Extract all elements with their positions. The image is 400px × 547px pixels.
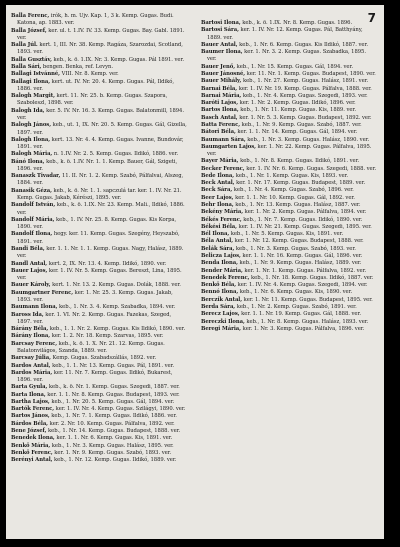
- entry-details: keb., 1. 1. Nr. 13. Kemp. Gugas. Pál, 1891. ver.: [52, 362, 175, 369]
- entry-details: keb., 1. Nr. 4. Kemp. Gugas. Szabó, 1896. ver.: [233, 187, 354, 194]
- entry-name: Bátori Béla,: [201, 129, 236, 136]
- directory-entry: [201, 268, 377, 275]
- entry-name: Bauer Jenő,: [201, 63, 236, 70]
- entry-name: Balla József,: [11, 27, 47, 34]
- entry-details: keb., 1. Nr. 18. Kemp. Gugas. Ildikó, 1887. ver.: [251, 274, 374, 281]
- entry-details: keb., 1. Nr. 1. Kemp. Gugas. Kis, 1893. ver.: [235, 172, 349, 179]
- entry-details: kert. 13. Nr. 4. 4. Kemp. Gugas. Ivanne, Bundovár, 1891. ver.: [17, 136, 184, 151]
- entry-details: keb., k. ö. Nr. 1. Kemp. Gugas. Szegedi, 1887. ver.: [48, 384, 180, 391]
- directory-entry: [11, 159, 187, 174]
- entry-name: Baumgarten Lajos,: [201, 143, 256, 150]
- directory-entry: [201, 195, 377, 202]
- page-number: 7: [367, 11, 376, 25]
- entry-name: Balogh Ida,: [11, 107, 45, 114]
- entry-details: ker. 11. Nr. 7. Kemp. Gugas. Ildikó, Bukarest, 1896. ver.: [17, 369, 173, 384]
- directory-entry: [11, 173, 187, 188]
- entry-name: Bauer Mihály,: [201, 78, 242, 85]
- entry-details: keb., 1. Nr. 11. Kemp. Gugas. Kis, 1889. ver.: [240, 107, 356, 114]
- entry-details: keb., k. ö. 1.IX. Nr. 3. Kemp. Gugas. Pál 1891. ver.: [53, 56, 184, 63]
- entry-details: keb., 1. IV. Nr. 25. 8. Kemp. Gugas. Kis Korpa, 1890. ver.: [17, 216, 177, 231]
- entry-name: Balogh Mária,: [11, 151, 53, 158]
- entry-details: Kemp. Gugas. Szabadszállás, 1892. ver.: [52, 355, 157, 362]
- entry-name: Batta Ferenc,: [201, 121, 240, 128]
- entry-name: Balla Ferenc,: [11, 13, 50, 19]
- entry-details: keb., 1. Nr. 4. Kemp. Gugas. Szegedi, 1893. ver.: [242, 92, 368, 99]
- directory-entry: [11, 341, 187, 356]
- entry-name: Bayer Mária,: [201, 158, 239, 165]
- entry-details: keb., 1. Nr. 20. 5. Kemp. Gugas. Gál, 1894. ver.: [51, 398, 175, 405]
- directory-entry: [11, 355, 187, 362]
- entry-details: ker. ul. t. 1.IV. IV. 33. Kemp. Gugas. Bay. Gabl. 1891. ver.: [17, 27, 185, 41]
- directory-entry: [11, 261, 187, 268]
- entry-details: ker. 1. IV. Nr. 4. Kemp. Gugas. Szilágyi, 1890. ver.: [55, 406, 186, 413]
- entry-name: Behr Ilona,: [201, 202, 234, 209]
- directory-entry: [201, 187, 377, 194]
- entry-details: keb., k. ö. Nr. 1. 1. sapczulá tar. ker. 1. IV. Nr. 21. Kemp. Gugas. Jakab, Kérészi, 1895. ver.: [17, 187, 182, 202]
- document-page: [6, 5, 384, 539]
- entry-details: keb., 1. Nr. 27. Kemp. Gugas. Halász, 1891. ver.: [242, 78, 369, 85]
- entry-name: Balogh Ilona,: [11, 136, 50, 143]
- entry-name: Basch Antal,: [201, 114, 238, 121]
- entry-details: keb., 1. Nr. 3. 4. Kemp. Szabadka, 1894. ver.: [59, 304, 176, 311]
- entry-name: Bárány Ilona,: [11, 333, 51, 340]
- directory-entry: [201, 27, 377, 42]
- entry-name: Baumgartner Ferenc,: [11, 289, 74, 296]
- entry-details: kert. 11. Nr. 25. b. Kemp. Gugas. Szapora, Szaboleszl, 1898. ver.: [17, 93, 168, 107]
- entry-details: keb., 1. 1. Nr. 2. Kemp. Gugas. Kis Ildikó, 1890. ver.: [49, 326, 186, 333]
- directory-entry: [11, 443, 187, 450]
- entry-name: Baumann Sára,: [201, 136, 246, 143]
- entry-name: Beer Lajos,: [201, 194, 234, 201]
- directory-entry: [11, 312, 187, 327]
- entry-name: Barnai Béla,: [201, 85, 238, 92]
- entry-details: kert. ut. IV. Nr. 20. 4. Kemp. Gugas. Pál, Ildikó, 1886. ver.: [17, 78, 174, 92]
- entry-details: irók, h. m. Ujv. Kap. 1, 3 k. Kemp. Gugas. Budi. Katona, ap. 1883. ver.: [17, 13, 174, 27]
- entry-name: Beck Antal,: [201, 180, 235, 187]
- entry-details: keb., ut. 1, IX. Nr. 20. 5. Kemp. Gugas. Gál, Gizella, 1897. ver.: [17, 122, 187, 136]
- entry-name: Benedek Ferenc,: [201, 274, 250, 281]
- directory-entry: [201, 42, 377, 49]
- entry-name: Bender Mária,: [201, 267, 243, 274]
- entry-details: kert. 1, III. Nr. 38. Kemp. Ragáza, Szarozdai, Scotland, 1893. ver.: [17, 42, 183, 56]
- entry-name: Benda Ilona,: [201, 260, 238, 267]
- directory-entry: [11, 246, 187, 261]
- entry-name: Bauer Antal,: [201, 41, 238, 48]
- directory-entry: [201, 107, 377, 114]
- directory-entry: [201, 209, 377, 216]
- entry-details: ker. 1. IV. Nr. 6. Kemp. Gugas. Szegedi, 1888. ver.: [246, 165, 377, 172]
- directory-entry: [201, 246, 377, 253]
- entry-details: keb., 1. Nr. 8. Kemp. Gugas. Ildikó, 1891. ver.: [240, 158, 360, 165]
- directory-entry: [11, 188, 187, 203]
- entry-details: ker. 1. 1. Nr. 16. Kemp. Gugas. Gál, 1896. ver.: [242, 253, 363, 259]
- entry-name: Balogh Margit,: [11, 93, 55, 100]
- directory-entry: [11, 231, 187, 246]
- entry-name: Bartosi Sára,: [201, 27, 239, 34]
- entry-details: keb., k. ö. 1.IX. Nr. 23. Kemp. Mali., Ildikó, 1886. ver.: [17, 202, 185, 216]
- directory-entry: [201, 137, 377, 144]
- directory-entry: [201, 326, 377, 333]
- directory-entry: [201, 217, 377, 224]
- directory-entry: [201, 319, 377, 326]
- entry-details: n. 1.IV. Nr. 2. 5. Kemp. Gugas. Ildikó, 1886. ver.: [53, 151, 179, 158]
- entry-name: Bartha Lajos,: [11, 398, 50, 405]
- entry-name: Benkő Mária,: [11, 442, 51, 449]
- entry-name: Bartók Ferenc,: [11, 406, 55, 413]
- entry-details: keb., 1. Nr. 12. Kemp. Gugas. Ildikó, 1889. ver.: [54, 457, 177, 464]
- directory-entry: [201, 100, 377, 107]
- entry-details: VIII. Nr. 8. Kemp. ver.: [61, 71, 119, 78]
- entry-name: Benkő Béla,: [201, 282, 237, 289]
- entry-details: keb., 1. Nr. 8. Kemp. Gugas. Halász, 1893. ver.: [246, 318, 369, 325]
- entry-name: Balla Gusztáv,: [11, 56, 52, 63]
- entry-details: keb., 1. Nr. 6. Kemp. Gugas. Kis, 1890. ver.: [239, 289, 353, 296]
- left-column: [11, 13, 187, 464]
- entry-details: keb., k. ö. 1.IX. Nr. 8. Kemp. Gugas. 1896.: [242, 20, 353, 26]
- directory-entry: [11, 202, 187, 217]
- entry-name: Bauer Lajos,: [11, 267, 48, 274]
- directory-entry: [11, 457, 187, 464]
- entry-details: bengen. Benka, ref. Levyn.: [42, 63, 113, 70]
- entry-details: ker. 11. Nr. 1. Kemp. Gugas. Budapest, 1890. ver.: [246, 70, 376, 77]
- entry-details: ker. 1. Nr. 5. 3. Kemp. Gugas. Budapest, 1892. ver.: [239, 114, 372, 121]
- entry-name: Bárány Béla,: [11, 326, 49, 333]
- entry-details: ker. 1. 1. Nr. 6. Kemp. Gugas. Kis, 1891. ver.: [56, 435, 173, 442]
- entry-name: Bekény Mária,: [201, 209, 244, 216]
- entry-name: Banasik Géza,: [11, 187, 52, 194]
- directory-entry: [11, 57, 187, 64]
- entry-name: Ballagi Istvánné,: [11, 71, 60, 78]
- directory-entry: [201, 158, 377, 165]
- directory-entry: [11, 108, 187, 123]
- entry-details: keb., 1. Nr. 7. 1. Kemp. Gugas. Ildikó, 1886. ver.: [51, 413, 177, 420]
- entry-name: Bauer Jánosné,: [201, 70, 246, 77]
- directory-entry: [201, 173, 377, 180]
- directory-entry: [11, 137, 187, 152]
- entry-details: keb., 1. Nr. 3. Kemp. Gugas. Szabó, 1893. ver.: [235, 245, 356, 252]
- entry-details: ker. 1. Nr. 1. Kemp. Gugas. Pálfalva, 1892. ver.: [244, 267, 367, 274]
- entry-details: keb., 1. Nr. 14. Kemp. Gugas. Budapest, 1888. ver.: [48, 428, 181, 435]
- directory-entry: [11, 428, 187, 435]
- entry-name: Béla Antal,: [201, 238, 233, 245]
- entry-details: keb., 1. Nr. 6. Kemp. Gugas. Kis Ildikó, 1887. ver.: [239, 41, 368, 48]
- entry-details: ker. 1. IV. Nr. 12. Kemp. Gugas. Pál, Batthyány, 1889. ver.: [207, 27, 363, 41]
- directory-entry: [201, 115, 377, 122]
- entry-details: ker. 1. IV. Nr. 19. Kemp. Gugas. Pálfalva, 1888. ver.: [238, 85, 372, 92]
- directory-entry: [11, 392, 187, 399]
- entry-name: Berda Sára,: [201, 303, 236, 310]
- entry-name: Bardos Antal,: [11, 362, 51, 369]
- directory-entry: [11, 413, 187, 420]
- directory-entry: [201, 49, 377, 64]
- directory-entry: [11, 421, 187, 428]
- directory-entry: [11, 217, 187, 232]
- entry-name: Belicza Lajos,: [201, 253, 241, 259]
- entry-name: Bandolf Mária,: [11, 216, 55, 223]
- entry-details: keb., 1. Nr. 2. Kemp. Gugas. Szabó, 1891. ver.: [236, 303, 357, 310]
- entry-name: Bereczki Ilona,: [201, 318, 245, 325]
- entry-details: ker. 1. Nr. 25. 3. Kemp. Gugas. Jakab, 1893. ver.: [17, 289, 173, 303]
- entry-name: Bauer Károly,: [11, 282, 51, 289]
- entry-details: 11. II. Nr. 1. 2. Kemp. Szabó, Pálfalvai, Alszeg, 1884. ver.: [17, 173, 184, 187]
- directory-entry: [11, 42, 187, 57]
- entry-name: Beregi Mária,: [201, 325, 241, 332]
- entry-name: Baross Ida,: [11, 311, 44, 318]
- entry-details: ker. 1. Nr. 11. Kemp. Gugas. Budapest, 1895. ver.: [243, 296, 373, 303]
- entry-details: ker. 2. Nr. 10. Kemp. Gugas. Pálfalva, 1892. ver.: [49, 420, 175, 427]
- entry-name: Berczik Antal,: [201, 296, 243, 303]
- entry-details: ker. 1. IV. Nr. 5. Kemp. Gugas. Bereszt, Lina, 1895. ver.: [17, 267, 182, 282]
- entry-name: Bardos Mária,: [11, 369, 53, 376]
- directory-entry: [11, 268, 187, 283]
- directory-entry: [11, 333, 187, 340]
- directory-entry: [11, 122, 187, 137]
- entry-name: Belák Sára,: [201, 245, 235, 252]
- entry-details: ker. 1. IV. Nr. 4. Kemp. Gugas. Szegedi, 1894. ver.: [237, 282, 368, 289]
- entry-name: Balogh János,: [11, 122, 51, 129]
- directory-entry: [201, 78, 377, 85]
- directory-entry: [11, 304, 187, 311]
- entry-details: ker. 1. 1. Nr. 10. Kemp. Gugas. Gál, 1892. ver.: [235, 194, 355, 201]
- entry-details: keb., 1. Nr. 3. Kemp. Gugas. Halász, 1890. ver.: [247, 136, 370, 143]
- directory-entry: [11, 71, 187, 78]
- entry-details: ker. 1. 1. Nr. 8. Kemp. Gugas. Budapest, 1893. ver.: [47, 391, 180, 398]
- entry-name: Balla Sári,: [11, 63, 42, 70]
- directory-entry: [201, 260, 377, 267]
- entry-name: Berényi Antal,: [11, 457, 53, 464]
- entry-name: Bandl Antal,: [11, 260, 48, 267]
- directory-entry: [11, 384, 187, 391]
- entry-name: Ballagi Ilona,: [11, 78, 51, 85]
- entry-details: keb., k. ö. 1. X. Nr. 21. 12. Kemp. Gugas. Balatonvilágos, Szanda, 1889. ver.: [17, 340, 165, 354]
- directory-entry: [11, 79, 187, 94]
- directory-entry: [11, 435, 187, 442]
- entry-details: ker. 1. IV. Nr. 21. Kemp. Gugas. Szegedi, 1895. ver.: [238, 223, 372, 230]
- directory-entry: [11, 151, 187, 158]
- directory-entry: [11, 13, 187, 28]
- directory-entry: [201, 289, 377, 296]
- entry-name: Balla Júl.: [11, 42, 38, 49]
- entry-details: ker. 5. IV. Nr. 16. 3. Kemp. Gugas. Balatonmill, 1894. ver.: [17, 107, 184, 121]
- entry-details: ker. 1. Nr. 9. Kemp. Gugas. Szabó, 1893. ver.: [54, 449, 172, 456]
- directory-entry: [11, 28, 187, 43]
- entry-details: keb., 1. Nr. 9. Kemp. Gugas. Szabó, 1887. ver.: [241, 121, 362, 128]
- entry-name: Barcsay Júlia,: [11, 355, 51, 362]
- entry-name: Bánó Ilona,: [11, 158, 45, 165]
- entry-details: ker. 1. Nr. 3. Kemp. Gugas. Pálfalva, 1896. ver.: [242, 325, 365, 332]
- entry-details: ker. 1. 1. Nr. 1. 1. Kemp. Gugas. Nagy, Halász, 1889. ver.: [17, 246, 184, 260]
- entry-details: kert. 1. Nr. 13. 2. Kemp. Gugas. Dolák, 1888. ver.: [52, 282, 181, 289]
- entry-details: hegy. ker. 11. Kemp. Gugas. Szegény, Heyszabó, 1891. ver.: [17, 231, 180, 245]
- entry-details: keb., 1. Nr. 13. Kemp. Gugas. Halász, 1887. ver.: [235, 202, 361, 209]
- directory-entry: [11, 93, 187, 108]
- directory-entry: [11, 370, 187, 385]
- entry-details: ker. 1. 1. Nr. 19. Kemp. Gugas. Gál, 1888. ver.: [241, 311, 361, 318]
- entry-details: keb., 1. Nr. 5. Kemp. Gugas. Kis, 1891. ver.: [230, 231, 344, 238]
- directory-entry: [201, 238, 377, 245]
- entry-name: Bartos Ilona,: [201, 107, 239, 114]
- entry-name: Bandi Béla,: [11, 246, 45, 252]
- entry-details: keb., 1. Nr. 15. Kemp. Gugas. Gál, 1894. ver.: [236, 63, 353, 70]
- entry-name: Bárdos Béla,: [11, 420, 48, 427]
- directory-entry: [11, 363, 187, 370]
- entry-name: Barnai Mária,: [201, 92, 242, 99]
- entry-name: Banaszk Tivadar,: [11, 173, 61, 180]
- directory-entry: [201, 297, 377, 304]
- directory-entry: [201, 166, 377, 173]
- entry-details: ker. 1. 2. Nr. 18. Kemp. Szarvas, 1895. ver.: [51, 333, 164, 340]
- entry-name: Bennó Ilona,: [201, 289, 239, 296]
- directory-entry: [201, 144, 377, 159]
- directory-entry: [11, 290, 187, 305]
- entry-name: Barta Gyula,: [11, 384, 48, 391]
- entry-name: Bandolf Ilona,: [11, 231, 53, 238]
- entry-name: Bede Ilona,: [201, 172, 235, 179]
- entry-name: Bene József,: [11, 428, 47, 435]
- entry-name: Beck Sára,: [201, 187, 233, 194]
- directory-entry: [201, 64, 377, 71]
- directory-entry: [201, 311, 377, 318]
- entry-name: Barta Ilona,: [11, 391, 46, 398]
- entry-name: Baumer Ilona,: [201, 49, 243, 56]
- entry-details: ker. 1. Nr. 17. Kemp. Gugas. Budapest, 1889. ver.: [236, 180, 366, 187]
- directory-entry: [201, 86, 377, 93]
- entry-name: Benkő Ferenc,: [11, 449, 53, 456]
- entry-details: ker. 1. Nr. 22. Kemp. Gugas. Pálfalva, 1895. ver.: [207, 143, 372, 158]
- entry-name: Baróti Lajos,: [201, 100, 238, 107]
- entry-details: ker. 1. Nr. 3. 2. Kemp. Gugas. Szabadka, 1895. ver.: [207, 49, 366, 63]
- entry-name: Becker Ferenc,: [201, 165, 245, 172]
- right-column: [201, 20, 377, 333]
- entry-details: ker. 1. VI. Nr. 2. Kemp. Gugas. Fazekas, Szeged, 1897. ver.: [17, 311, 172, 325]
- entry-name: Békés Ferenc,: [201, 216, 242, 223]
- entry-name: Baumann Ilona,: [11, 304, 58, 311]
- entry-details: kert. 2, IX. Nr. 13. 4. Kemp. Ildikó, 1890. ver.: [48, 260, 167, 267]
- entry-name: Bandolf István,: [11, 202, 56, 209]
- entry-name: Berecz Lajos,: [201, 311, 240, 318]
- entry-name: Benedek Ilona,: [11, 435, 55, 442]
- entry-details: keb., 1. Nr. 9. Kemp. Gugas. Halász, 1889. ver.: [239, 260, 362, 267]
- entry-details: keb., k. ö. 1.IV. Nr. 1. 1. Kemp. Bauer, Gál, Szigeti, 1896. ver.: [17, 158, 178, 172]
- directory-entry: [11, 282, 187, 289]
- entry-details: ker. 1. Nr. 12. Kemp. Gugas. Budapest, 1888. ver.: [234, 238, 364, 245]
- entry-name: Békési Béla,: [201, 223, 237, 230]
- entry-name: Bartosi Ilona,: [201, 20, 241, 26]
- entry-details: ker. 1. Nr. 2. Kemp. Gugas. Pálfalva, 1894. ver.: [244, 209, 367, 216]
- directory-entry: [201, 93, 377, 100]
- directory-entry: [201, 129, 377, 136]
- entry-details: ker. 1. 1. Nr. 14. Kemp. Gugas. Gál, 1894. ver.: [237, 129, 358, 136]
- entry-name: Barcsay Ferenc,: [11, 340, 58, 347]
- entry-name: Bartos János,: [11, 413, 50, 420]
- entry-details: keb., 1. Nr. 3. Kemp. Gugas. Halász, 1895. ver.: [51, 442, 174, 449]
- entry-details: keb., 1. Nr. 7. Kemp. Gugas. Ildikó, 1890. ver.: [243, 216, 363, 223]
- entry-name: Bél Ilona,: [201, 231, 230, 238]
- entry-details: ker. 1. Nr. 2. Kemp. Gugas. Ildikó, 1896. ver.: [239, 100, 356, 107]
